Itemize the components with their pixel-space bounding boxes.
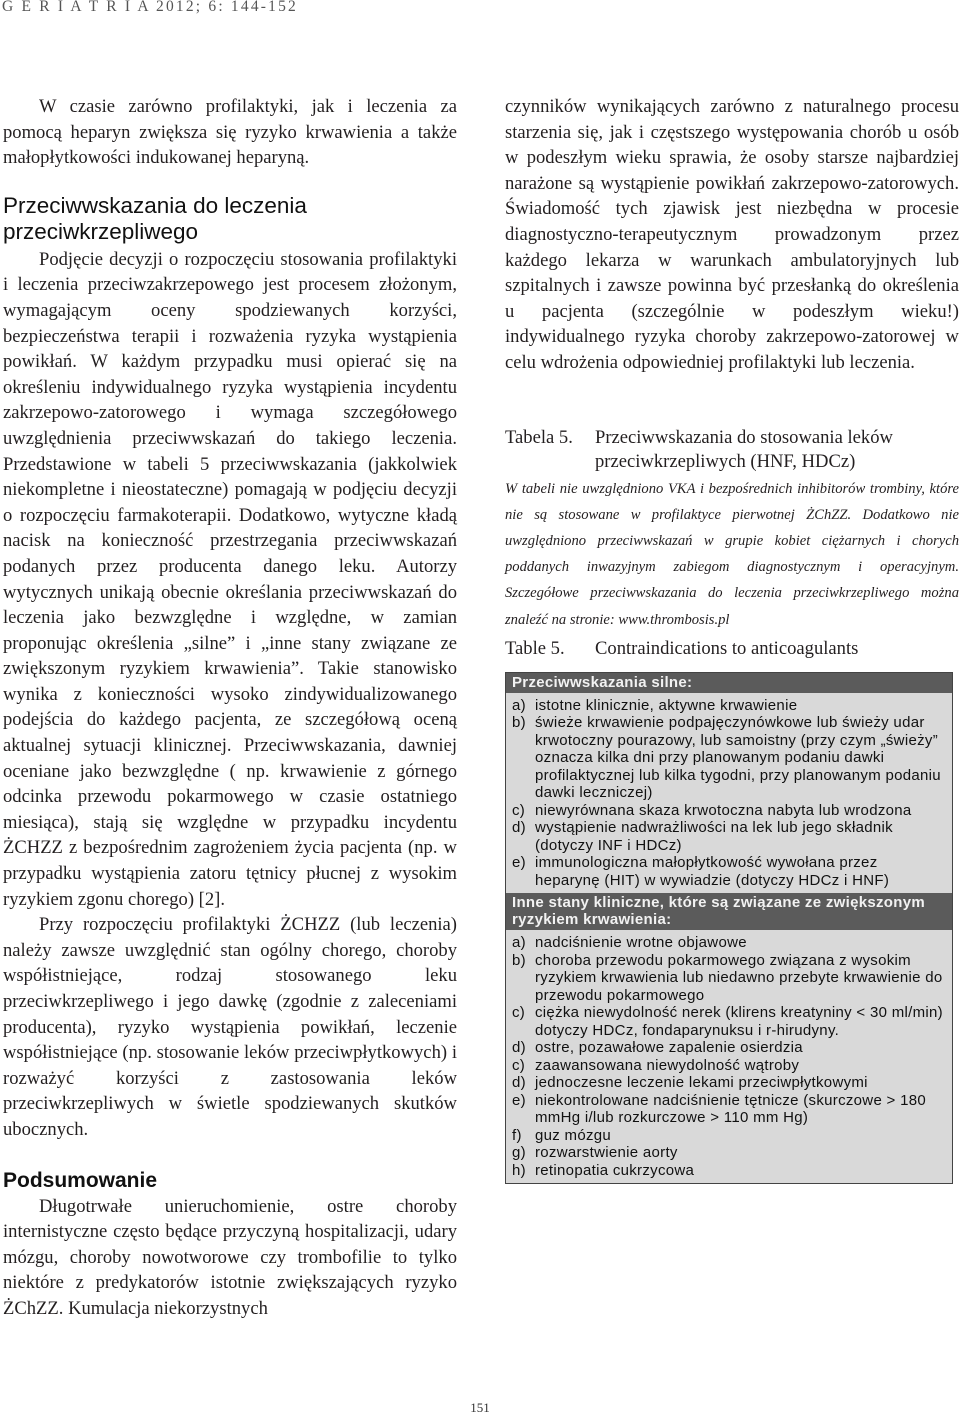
table-item-marker: d) bbox=[512, 1074, 526, 1092]
contraindications-table bbox=[505, 672, 953, 1185]
table-item bbox=[512, 1057, 944, 1075]
contraindications-paragraph: Podjęcie decyzji o rozpoczęciu stosowania profilaktyki i leczenia przeciwzakrzepowego jest procesem złożonym, wymagającym oceny spodziewanych korzyści, bezpieczeństwa terapii i rozważenia ryzyka wystąpienia powikłań. W każdym przypadku musi opierać się na określeniu indywidualnego ryzyka wystąpienia incydentu zakrzepowo-zatorowego i wymaga szczegółowego uwzględnienia przeciwwskazań do takiego leczenia. Przedstawione w tabeli 5 przeciwwskazania (jakkolwiek niekompletne i nieostateczne) pomagają w podjęciu decyzji o rozpoczęciu farmakoterapii. Dodatkowo, wytyczne kładą nacisk na konieczność przestrzegania przeciwwskazań podanych przez producenta danego leku. Autorzy wytycznych unikają obecnie określania przeciwwskazań do leczenia jako bezwzględne i względne, w zamian proponując określenia „silne” i „inne stany związane ze zwiększonym ryzykiem krwawienia”. Takie stanowisko wynika z konieczności wysoko zindywidualizowanego podejścia do każdego pacjenta, ze szczegółową oceną aktualnej sytuacji klinicznej. Przeciwwskazania, dawniej oceniane jako bezwzględne ( np. krwawienie z górnego odcinka przewodu pokarmowego w czasie ostatniego miesiąca), stają się względne w przypadku incydentu ŻCHZZ z bezpośrednim zagrożeniem życia pacjenta (np. w przypadku wystąpienia zatoru tętnicy płucnej z wysokim ryzykiem zgonu chorego) [2]. bbox=[3, 248, 457, 910]
table-item bbox=[512, 1039, 944, 1057]
continuation-paragraph: czynników wynikających zarówno z naturalnego procesu starzenia się, jak i częstszego występowania chorób u osób w podeszłym wieku sprawia, że osoby starsze najbardziej narażone są wystąpienie powikłań zakrzepowo-zatorowych. Świadomość tych zjawisk jest niezbędna w procesie diagnostyczno-terapeutycznym prowadzonym przez każdego lekarza w warunkach ambulatoryjnych lub szpitalnych i zawsze powinna być przesłanką do określenia u pacjenta (szczególnie w podeszłym wieku!) indywidualnego ryzyka choroby zakrzepowo-zatorowej w celu wdrożenia odpowiedniej profilaktyki lub leczenia. bbox=[505, 96, 959, 373]
table-item bbox=[512, 934, 944, 952]
table-item-marker: c) bbox=[512, 801, 526, 819]
table-item-marker: a) bbox=[512, 696, 526, 714]
table-item-text: guz mózgu bbox=[535, 1126, 612, 1144]
page-number: 151 bbox=[470, 1400, 490, 1415]
left-column bbox=[3, 94, 457, 1322]
table-item-marker: b) bbox=[512, 714, 526, 732]
table-section-heading: Przeciwwskazania silne: bbox=[506, 673, 952, 693]
table-item-marker: d) bbox=[512, 1039, 526, 1057]
table-item-list bbox=[506, 930, 952, 1183]
table-caption-pl bbox=[505, 426, 959, 474]
table-item-text: nadciśnienie wrotne objawowe bbox=[535, 934, 747, 952]
table-title-pl: Przeciwwskazania do stosowania leków przeciwkrzepliwych (HNF, HDCz) bbox=[595, 426, 893, 472]
table-item bbox=[512, 854, 944, 889]
table-item-marker: a) bbox=[512, 934, 526, 952]
table-item bbox=[512, 1092, 944, 1127]
table-item-text: jednoczesne leczenie lekami przeciwpłytkowymi bbox=[535, 1074, 868, 1092]
right-column bbox=[505, 94, 959, 1184]
table-item-marker: e) bbox=[512, 1091, 526, 1109]
intro-paragraph: W czasie zarówno profilaktyki, jak i leczenia za pomocą heparyn zwiększa się ryzyko krwawienia a także małopłytkowości indukowanej heparyną. bbox=[3, 96, 457, 169]
table-item-marker: c) bbox=[512, 1004, 526, 1022]
table-note: W tabeli nie uwzględniono VKA i bezpośrednich inhibitorów trombiny, które nie są stosowane w profilaktyce pierwotnej ŻChZZ. Dodatkowo nie uwzględniono przeciwwskazań w grupie kobiet ciężarnych i chorych poddanych inwazyjnym zabiegom diagnostycznym i operacyjnym. Szczegółowe przeciwwskazania do leczenia przeciwkrzepliwego można znaleźć na stronie: www.thrombosis.pl bbox=[505, 480, 959, 628]
table-item-marker: f) bbox=[512, 1126, 522, 1144]
table-item-marker: b) bbox=[512, 951, 526, 969]
table-item-text: choroba przewodu pokarmowego związana z wysokim ryzykiem krwawienia lub niedawno przebyte krwawienie do przewodu pokarmowego bbox=[535, 951, 943, 1004]
table-item bbox=[512, 1004, 944, 1039]
table-item bbox=[512, 819, 944, 854]
table-item-marker: c) bbox=[512, 1056, 526, 1074]
table-label-en: Table 5. bbox=[505, 637, 565, 659]
table-item-text: ciężka niewydolność nerek (klirens kreatyniny < 30 ml/min) dotyczy HDCz, fondaparynuksu i r-hirudyny. bbox=[535, 1004, 943, 1039]
table-label-pl: Tabela 5. bbox=[505, 426, 573, 448]
table-title-en: Contraindications to anticoagulants bbox=[595, 637, 859, 659]
section-heading-contraindications: Przeciwwskazania do leczenia przeciwkrzepliwego bbox=[3, 192, 307, 244]
table-item-text: istotne klinicznie, aktywne krwawienie bbox=[535, 696, 798, 714]
table-item bbox=[512, 952, 944, 1005]
table-item-text: świeże krwawienie podpajęczynówkowe lub świeży udar krwotoczny pourazowy, lub samoistny (przy czym „świeży” oznacza kilka dni przy planowanym podaniu dawki profilaktycznej lub kilka tygodni, przy planowanym podaniu dawki leczniczej) bbox=[535, 714, 941, 802]
table-item-text: retinopatia cukrzycowa bbox=[535, 1161, 695, 1179]
table-section-heading: Inne stany kliniczne, które są związane ze zwiększonym ryzykiem krwawienia: bbox=[506, 893, 952, 930]
table-item-text: niewyrównana skaza krwotoczna nabyta lub wrodzona bbox=[535, 801, 912, 819]
prophylaxis-start-paragraph: Przy rozpoczęciu profilaktyki ŻCHZZ (lub leczenia) należy zawsze uwzględnić stan ogólny chorego, choroby współistniejące, rodzaj stosowanego leku przeciwkrzepliwego i jego dawkę (zgodnie z zaleceniami producenta), ryzyko wystąpienia powikłań, leczenie współistniejące (np. stosowanie leków przeciwpłytkowych) i rozważyć korzyści z zastosowania leków przeciwkrzepliwych w świetle spodziewanych skutków ubocznych. bbox=[3, 914, 457, 1140]
table-item-marker: g) bbox=[512, 1144, 526, 1162]
table-item-text: rozwarstwienie aorty bbox=[535, 1144, 678, 1162]
table-item-marker: h) bbox=[512, 1161, 526, 1179]
table-item bbox=[512, 1127, 944, 1145]
summary-paragraph: Długotrwałe unieruchomienie, ostre choroby internistyczne często będące przyczyną hospitalizacji, udary mózgu, choroby nowotworowe czy trombofilie to tylko niektóre z predykatorów istotnie zwiększających ryzyko ŻChZZ. Kumulacja niekorzystnych bbox=[3, 1195, 457, 1319]
table-item-text: immunologiczna małopłytkowość wywołana przez heparynę (HIT) w wywiadzie (dotyczy HDCz i HNF) bbox=[535, 854, 890, 889]
table-item bbox=[512, 1144, 944, 1162]
table-item bbox=[512, 802, 944, 820]
table-item bbox=[512, 697, 944, 715]
table-item bbox=[512, 1074, 944, 1092]
table-item-text: ostre, pozawałowe zapalenie osierdzia bbox=[535, 1039, 803, 1057]
table-item-list bbox=[506, 693, 952, 894]
table-caption-en bbox=[505, 637, 959, 661]
table-item bbox=[512, 714, 944, 802]
table-item-marker: e) bbox=[512, 854, 526, 872]
table-item bbox=[512, 1162, 944, 1180]
table-item-text: wystąpienie nadwrażliwości na lek lub jego składnik (dotyczy INF i HDCz) bbox=[535, 819, 893, 854]
table-item-text: niekontrolowane nadciśnienie tętnicze (skurczowe > 180 mmHg i/lub rozkurczowe > 110 mm Hg) bbox=[535, 1091, 927, 1127]
table-item-marker: d) bbox=[512, 819, 526, 837]
journal-header: G E R I A T R I A 2012; 6: 144-152 bbox=[2, 0, 298, 15]
section-heading-summary: Podsumowanie bbox=[3, 1168, 158, 1192]
table-item-text: zaawansowana niewydolność wątroby bbox=[535, 1056, 800, 1074]
